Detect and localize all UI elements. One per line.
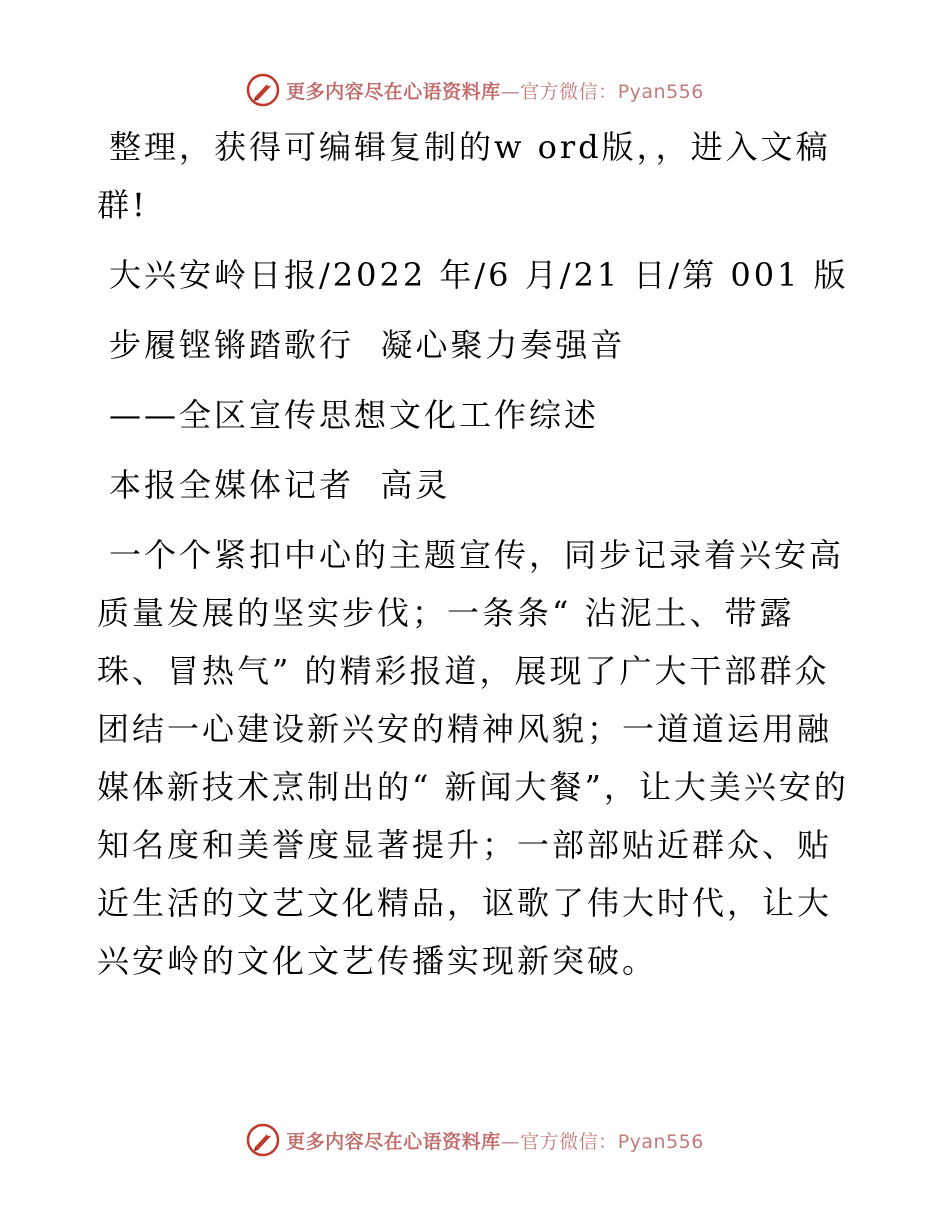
subheadline: ——全区宣传思想文化工作综述 — [109, 396, 600, 434]
intro-paragraph: 整理，获得可编辑复制的w ord版，，进入文稿群! — [97, 128, 831, 224]
headline: 步履铿锵踏歌行 凝心聚力奏强音 — [109, 326, 626, 364]
body-paragraph: 一个个紧扣中心的主题宣传，同步记录着兴安高质量发展的坚实步伐；一条条“ 沾泥土、带露珠、冒热气” 的精彩报道，展现了广大干部群众团结一心建设新兴安的精神风貌；一道道运用融媒体新技术烹制出的“ 新闻大餐”，让大美兴安的知名度和美誉度显著提升；一部部贴近群众、贴近生活的文艺文化精品，讴歌了伟大时代，让大兴安岭的文化文艺传播实现新突破。 — [97, 536, 849, 980]
document-body — [97, 118, 857, 990]
watermark-brand: 更多内容尽在心语资料库 — [286, 1130, 501, 1153]
watermark-text — [286, 77, 704, 104]
watermark-account: Pyan556 — [617, 1130, 704, 1153]
watermark-text — [286, 1127, 704, 1154]
pen-logo-icon — [246, 73, 280, 107]
watermark-account: Pyan556 — [617, 80, 704, 103]
byline: 本报全媒体记者 高灵 — [109, 466, 451, 504]
header-watermark — [0, 70, 950, 110]
dateline: 大兴安岭日报/2022 年/6 月/21 日/第 001 版 — [109, 256, 849, 294]
watermark-separator: — — [500, 1130, 521, 1153]
watermark-suffix: 官方微信： — [520, 1130, 618, 1153]
watermark-suffix: 官方微信： — [520, 80, 618, 103]
watermark-brand: 更多内容尽在心语资料库 — [286, 80, 501, 103]
watermark-separator: — — [500, 80, 521, 103]
pen-logo-icon — [246, 1123, 280, 1157]
footer-watermark — [0, 1120, 950, 1160]
